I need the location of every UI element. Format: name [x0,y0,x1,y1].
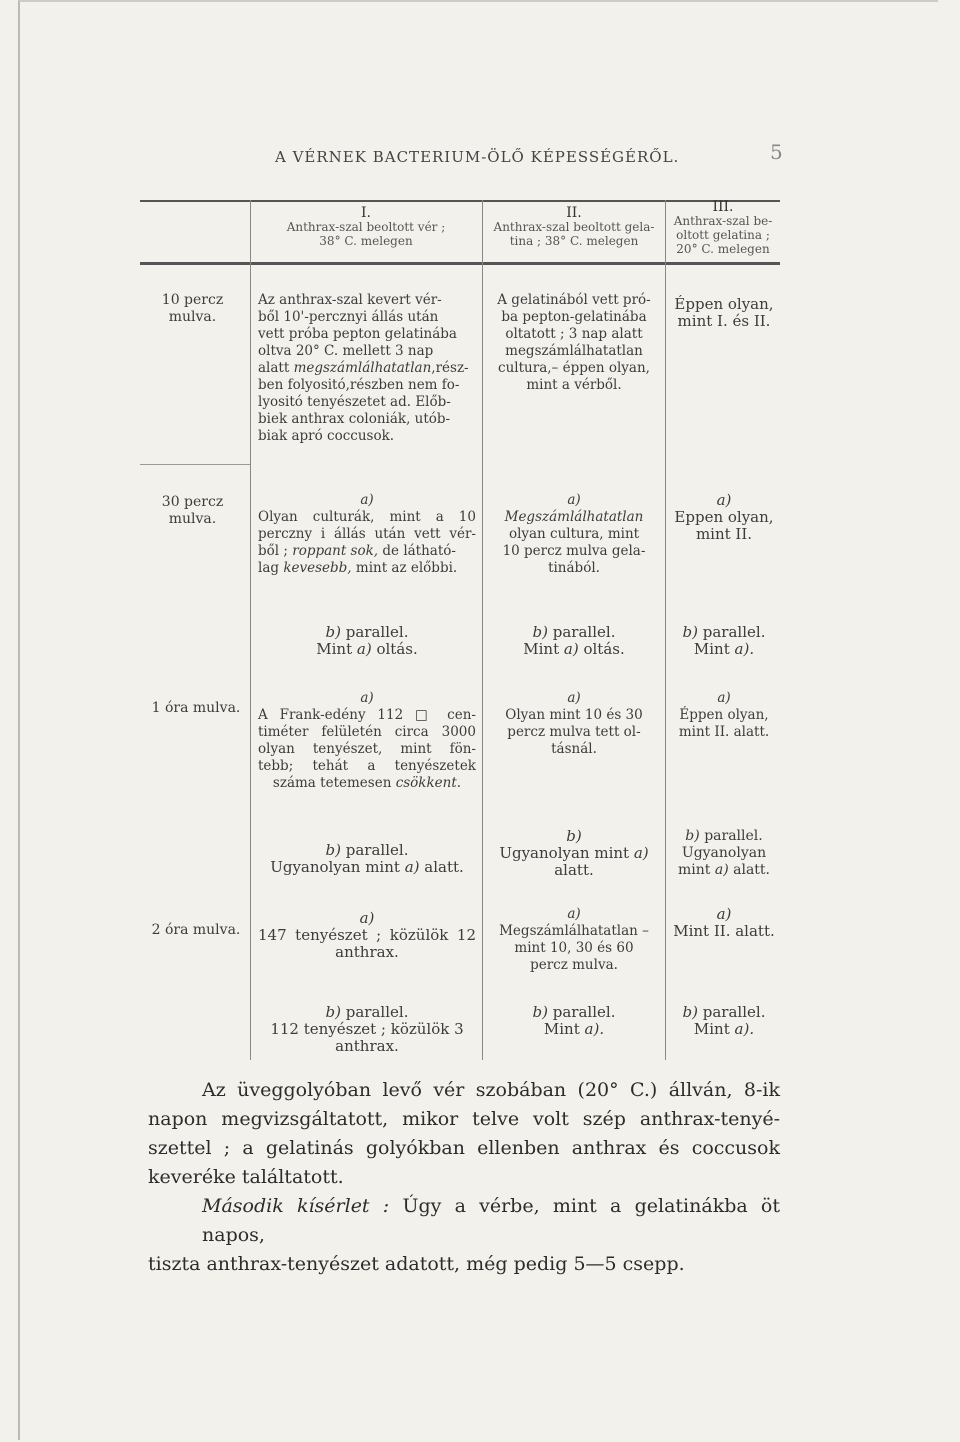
row-label-2-hours: 2 óra mulva. [151,922,241,938]
row2-col2-a: a) Megszámlálhatatlan olyan cultura, mint 10 percz mulva gela- tinából. [502,492,646,576]
row1-col1: Az anthrax-szal kevert vér- ből 10'-percznyi állás után vett próba pepton gelatinába oltva 20° C. mellett 3 nap alatt megszámlálhatatlan,rész- ben folyositó,részben nem fo- lyositó tenyészetet ad. Előb- biek anthrax coloniák, utób- biak apró coccusok. [258,292,469,444]
header-col-1: I. Anthrax-szal beoltott vér ; 38° C. melegen [286,205,446,248]
page-number: 5 [770,140,783,164]
row-label-1-hour: 1 óra mulva. [151,700,241,716]
row3-col2-a: a) Olyan mint 10 és 30 percz mulva tett ol- tásnál. [505,690,643,757]
row-label-10-min: 10 percz mulva. [161,292,224,325]
body-text [148,1076,780,1279]
row4-col3-a: a) Mint II. alatt. [673,905,775,940]
row4-col1-b: b) parallel. 112 tenyészet ; közülök 3 anthrax. [270,1003,464,1055]
row2-col3-a: a) Eppen olyan, mint II. [674,491,774,543]
row1-col3: Éppen olyan, mint I. és II. [674,295,774,330]
column-rule-2 [482,200,483,1060]
experiment-label: Második kísérlet : [202,1195,390,1217]
row1-col2: A gelatinából vett pró- ba pepton-gelatinába oltatott ; 3 nap alatt megszámlálhatatlan cultura,– éppen olyan, mint a vérből. [497,292,651,393]
paragraph-1-line: keveréke találtatott. [148,1166,344,1188]
paragraph-2-line: tiszta anthrax-tenyészet adatott, még pedig 5—5 csepp. [148,1253,685,1275]
row-label-30-min: 30 percz mulva. [161,494,224,527]
paragraph-1-line: napon megvizsgáltatott, mikor telve volt szép anthrax-tenyé- [148,1108,780,1130]
paragraph-1-line: Az üveggolyóban levő vér szobában (20° C.) állván, 8-ik [202,1079,780,1101]
running-head: A VÉRNEK BACTERIUM-ÖLŐ KÉPESSÉGÉRŐL. [275,148,680,166]
row2-col1-a: a) Olyan culturák, mint a 10 perczny i állás után vett vér- ből ; roppant sok, de látható- lag kevesebb, mint az előbbi. [258,492,476,576]
column-rule-3 [665,200,666,1060]
row-divider [140,464,250,465]
table-header-rule [140,262,780,265]
row2-col1-b: b) parallel. Mint a) oltás. [316,623,418,658]
row3-col1-a: a) A Frank-edény 112 □ cen- timéter felületén circa 3000 olyan tenyészet, mint fön- tebb; tehát a tenyészetek száma tetemesen csökkent. [258,690,476,791]
row2-col2-b: b) parallel. Mint a) oltás. [523,623,625,658]
header-col-2: II. Anthrax-szal beoltott gela- tina ; 38° C. melegen [493,205,655,248]
row2-col3-b: b) parallel. Mint a). [682,623,766,658]
paragraph-1-line: szettel ; a gelatinás golyókban ellenben anthrax és coccusok [148,1137,780,1159]
results-table [140,200,780,1060]
row3-col1-b: b) parallel. Ugyanolyan mint a) alatt. [270,841,464,876]
paragraph-2-first-line: Második kísérlet : Úgy a vérbe, mint a gelatinákba öt napos, [202,1195,780,1246]
row4-col3-b: b) parallel. Mint a). [682,1003,766,1038]
row4-col2-a: a) Megszámlálhatatlan – mint 10, 30 és 60 percz mulva. [499,906,649,973]
row3-col2-b: b) Ugyanolyan mint a) alatt. [499,827,649,879]
row4-col2-b: b) parallel. Mint a). [532,1003,616,1038]
row3-col3-a: a) Éppen olyan, mint II. alatt. [678,690,770,740]
row3-col3-b: b) parallel. Ugyanolyan mint a) alatt. [678,828,770,878]
header-col-3: III. Anthrax-szal be- oltott gelatina ; 20° C. melegen [673,199,773,256]
row4-col1-a: a) 147 tenyészet ; közülök 12 anthrax. [258,909,476,961]
